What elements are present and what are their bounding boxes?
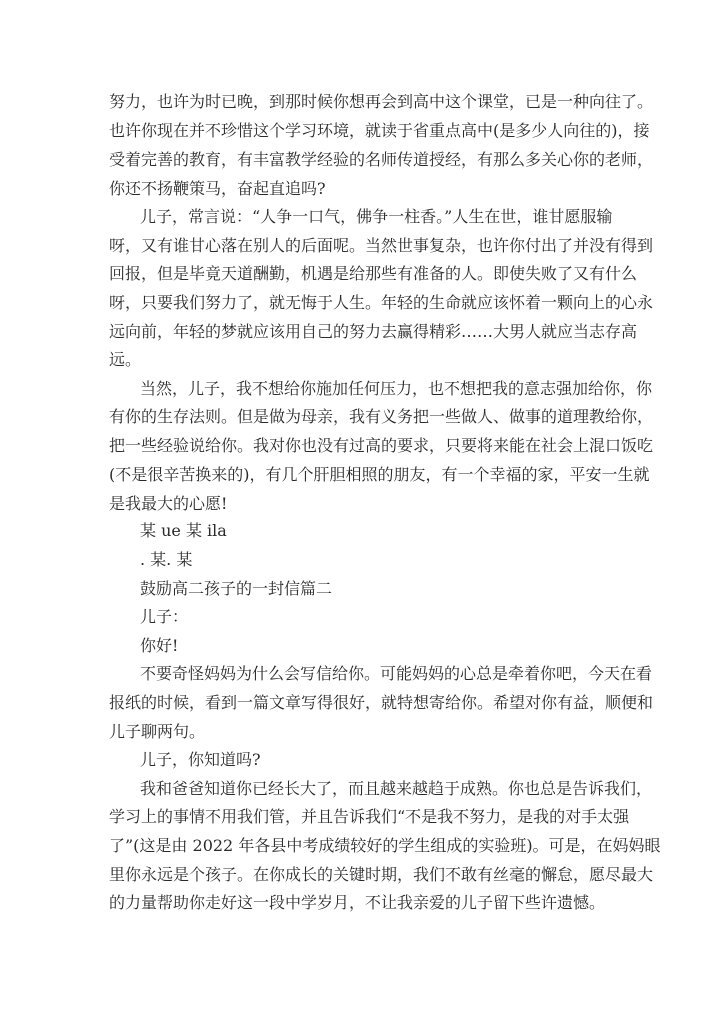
text-line: 我和爸爸知道你已经长大了，而且越来越趋于成熟。你也总是告诉我们， — [140, 779, 653, 798]
section-title: 鼓励高二孩子的一封信篇二 — [140, 579, 333, 598]
text-line: 是我最大的心愿! — [109, 494, 228, 513]
salutation: 儿子： — [140, 607, 189, 626]
text-line: 努力，也许为时已晚，到那时候你想再会到高中这个课堂，已是一种向往了。 — [109, 92, 654, 111]
text-line: 把一些经验说给你。我对你也没有过高的要求，只要将来能在社会上混口饭吃 — [109, 436, 654, 455]
text-line: 受着完善的教育，有丰富教学经验的名师传道授经，有那么多关心你的老师， — [109, 150, 654, 169]
text-line: 当然，儿子，我不想给你施加任何压力，也不想把我的意志强加给你，你 — [140, 379, 653, 398]
text-line: 远。 — [109, 350, 142, 369]
text-line: 有你的生存法则。但是做为母亲，我有义务把一些做人、做事的道理教给你， — [109, 407, 654, 426]
text-line: 学习上的事情不用我们管，并且告诉我们“不是我不努力，是我的对手太强 — [109, 807, 630, 826]
text-line: 不要奇怪妈妈为什么会写信给你。可能妈妈的心总是牵着你吧，今天在看 — [140, 664, 653, 683]
text-line: 呀，只要我们努力了，就无悔于人生。年轻的生命就应该怀着一颗向上的心永 — [109, 293, 654, 312]
text-line: 里你永远是个孩子。在你成长的关键时期，我们不敢有丝毫的懈怠，愿尽最大 — [109, 865, 654, 884]
text-line: 你还不扬鞭策马，奋起直追吗? — [109, 179, 326, 198]
text-line: 呀，又有谁甘心落在别人的后面呢。当然世事复杂，也许你付出了并没有得到 — [109, 236, 654, 255]
greeting: 你好! — [140, 636, 179, 655]
signature-line: . 某. 某 — [140, 550, 193, 569]
text-line: (不是很辛苦换来的)，有几个肝胆相照的朋友，有一个幸福的家，平安一生就 — [109, 465, 650, 484]
text-line: 的力量帮助你走好这一段中学岁月，不让我亲爱的儿子留下些许遗憾。 — [109, 893, 606, 912]
text-line: 也许你现在并不珍惜这个学习环境，就读于省重点高中(是多少人向往的)，接 — [109, 121, 650, 140]
text-line: 儿子，你知道吗? — [140, 750, 261, 769]
text-line: 报纸的时候，看到一篇文章写得很好，就特想寄给你。希望对你有益，顺便和 — [109, 693, 654, 712]
text-line: 远向前，年轻的梦就应该用自己的努力去赢得精彩……大男人就应当志存高 — [109, 322, 638, 341]
text-line: 回报，但是毕竟天道酬勤，机遇是给那些有准备的人。即使失败了又有什么 — [109, 264, 638, 283]
text-line: 儿子，常言说：“人争一口气，佛争一柱香。”人生在世，谁甘愿服输 — [140, 207, 613, 226]
signature-line: 某 ue 某 ila — [140, 521, 227, 540]
text-line: 儿子聊两句。 — [109, 722, 206, 741]
text-line: 了”(这是由 2022 年各县中考成绩较好的学生组成的实验班)。可是，在妈妈眼 — [109, 836, 661, 855]
